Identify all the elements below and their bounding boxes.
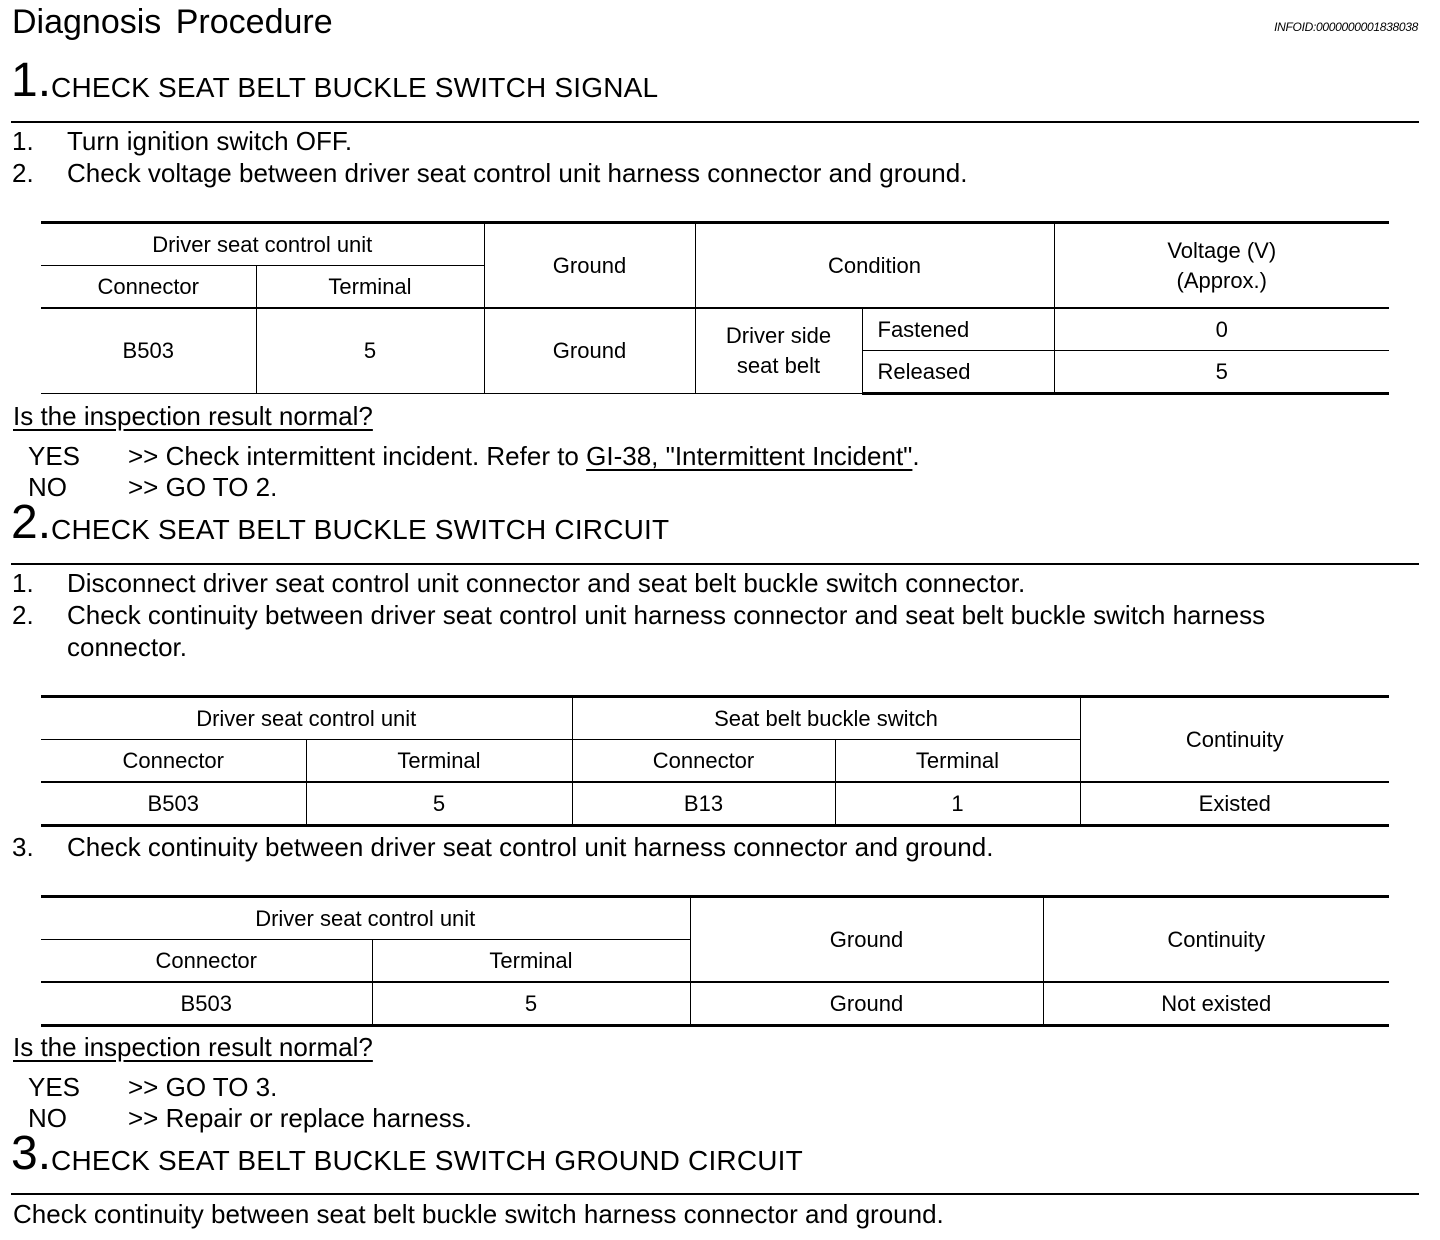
table-cell: 0 [1054,308,1389,351]
table-header-cell: Connector [572,740,835,783]
inspection-question: Is the inspection result normal? [13,1032,373,1062]
step-3-title: CHECK SEAT BELT BUCKLE SWITCH GROUND CIRCUIT [51,1145,803,1176]
table-cell: Driver side seat belt [695,308,862,394]
step-2-heading [11,498,669,554]
table-header-cell: Seat belt buckle switch [572,697,1080,740]
step-2-item-2: 2. Check continuity between driver seat control unit harness connector and seat belt buckle switch harness [12,600,1266,630]
reference-link[interactable]: GI-38, "Intermittent Incident" [586,441,913,471]
table-cell: Not existed [1043,982,1389,1026]
continuity-table-1 [41,695,1389,827]
step-1-item-2: 2. Check voltage between driver seat control unit harness connector and ground. [12,158,968,188]
table-header-cell: Driver seat control unit [41,223,484,266]
inspection-question: Is the inspection result normal? [13,401,373,431]
step-1-title: CHECK SEAT BELT BUCKLE SWITCH SIGNAL [51,72,659,103]
table-cell: 5 [306,782,572,826]
table-header-cell: Driver seat control unit [41,897,690,940]
table-cell: Released [862,351,1054,394]
step-1-divider [11,121,1419,123]
table-cell: Fastened [862,308,1054,351]
table-header-cell: Condition [695,223,1054,309]
answer-yes: YES >> Check intermittent incident. Refer to GI-38, "Intermittent Incident". [28,441,920,471]
step-3-heading [11,1129,803,1185]
step-1-number: 1. [11,54,52,107]
table-cell: B13 [572,782,835,826]
table-header-cell: Continuity [1043,897,1389,983]
table-cell: 5 [256,308,484,394]
answer-yes: YES >> GO TO 3. [28,1072,278,1102]
table-header-cell: Connector [41,266,256,309]
table-cell: B503 [41,982,372,1026]
step-2-item-1: 1. Disconnect driver seat control unit connector and seat belt buckle switch connector. [12,568,1026,598]
answer-no: NO >> GO TO 2. [28,472,278,502]
table-header-cell: Continuity [1080,697,1389,783]
table-cell: B503 [41,782,306,826]
table-header-cell: Ground [690,897,1043,983]
table-cell: Existed [1080,782,1389,826]
step-3-divider [11,1193,1419,1195]
table-cell: Ground [484,308,695,394]
continuity-table-2 [41,895,1389,1027]
table-header-cell: Connector [41,740,306,783]
table-header-cell: Driver seat control unit [41,697,572,740]
step-2-title: CHECK SEAT BELT BUCKLE SWITCH CIRCUIT [51,514,670,545]
table-header-cell: Connector [41,940,372,983]
table-header-cell: Terminal [256,266,484,309]
step-2-item-2-cont: connector. [67,632,187,662]
page-title: Diagnosis Procedure [12,3,333,41]
step-1-item-1: 1. Turn ignition switch OFF. [12,126,353,156]
answer-no: NO >> Repair or replace harness. [28,1103,472,1133]
table-cell: B503 [41,308,256,394]
table-header-cell: Terminal [306,740,572,783]
step-2-item-3: 3. Check continuity between driver seat control unit harness connector and ground. [12,832,994,862]
table-cell: 5 [372,982,690,1026]
table-cell: Ground [690,982,1043,1026]
table-header-cell: Terminal [372,940,690,983]
step-2-divider [11,563,1419,565]
voltage-table [41,221,1389,395]
table-cell: 1 [835,782,1080,826]
table-header-cell: Terminal [835,740,1080,783]
table-header-cell: Voltage (V) (Approx.) [1054,223,1389,309]
table-cell: 5 [1054,351,1389,394]
table-header-cell: Ground [484,223,695,309]
step-3-number: 3. [11,1127,52,1180]
step-3-text: Check continuity between seat belt buckle switch harness connector and ground. [13,1199,944,1229]
info-id: INFOID:0000000001838038 [1274,20,1418,34]
step-1-heading [11,56,658,112]
step-2-number: 2. [11,496,52,549]
